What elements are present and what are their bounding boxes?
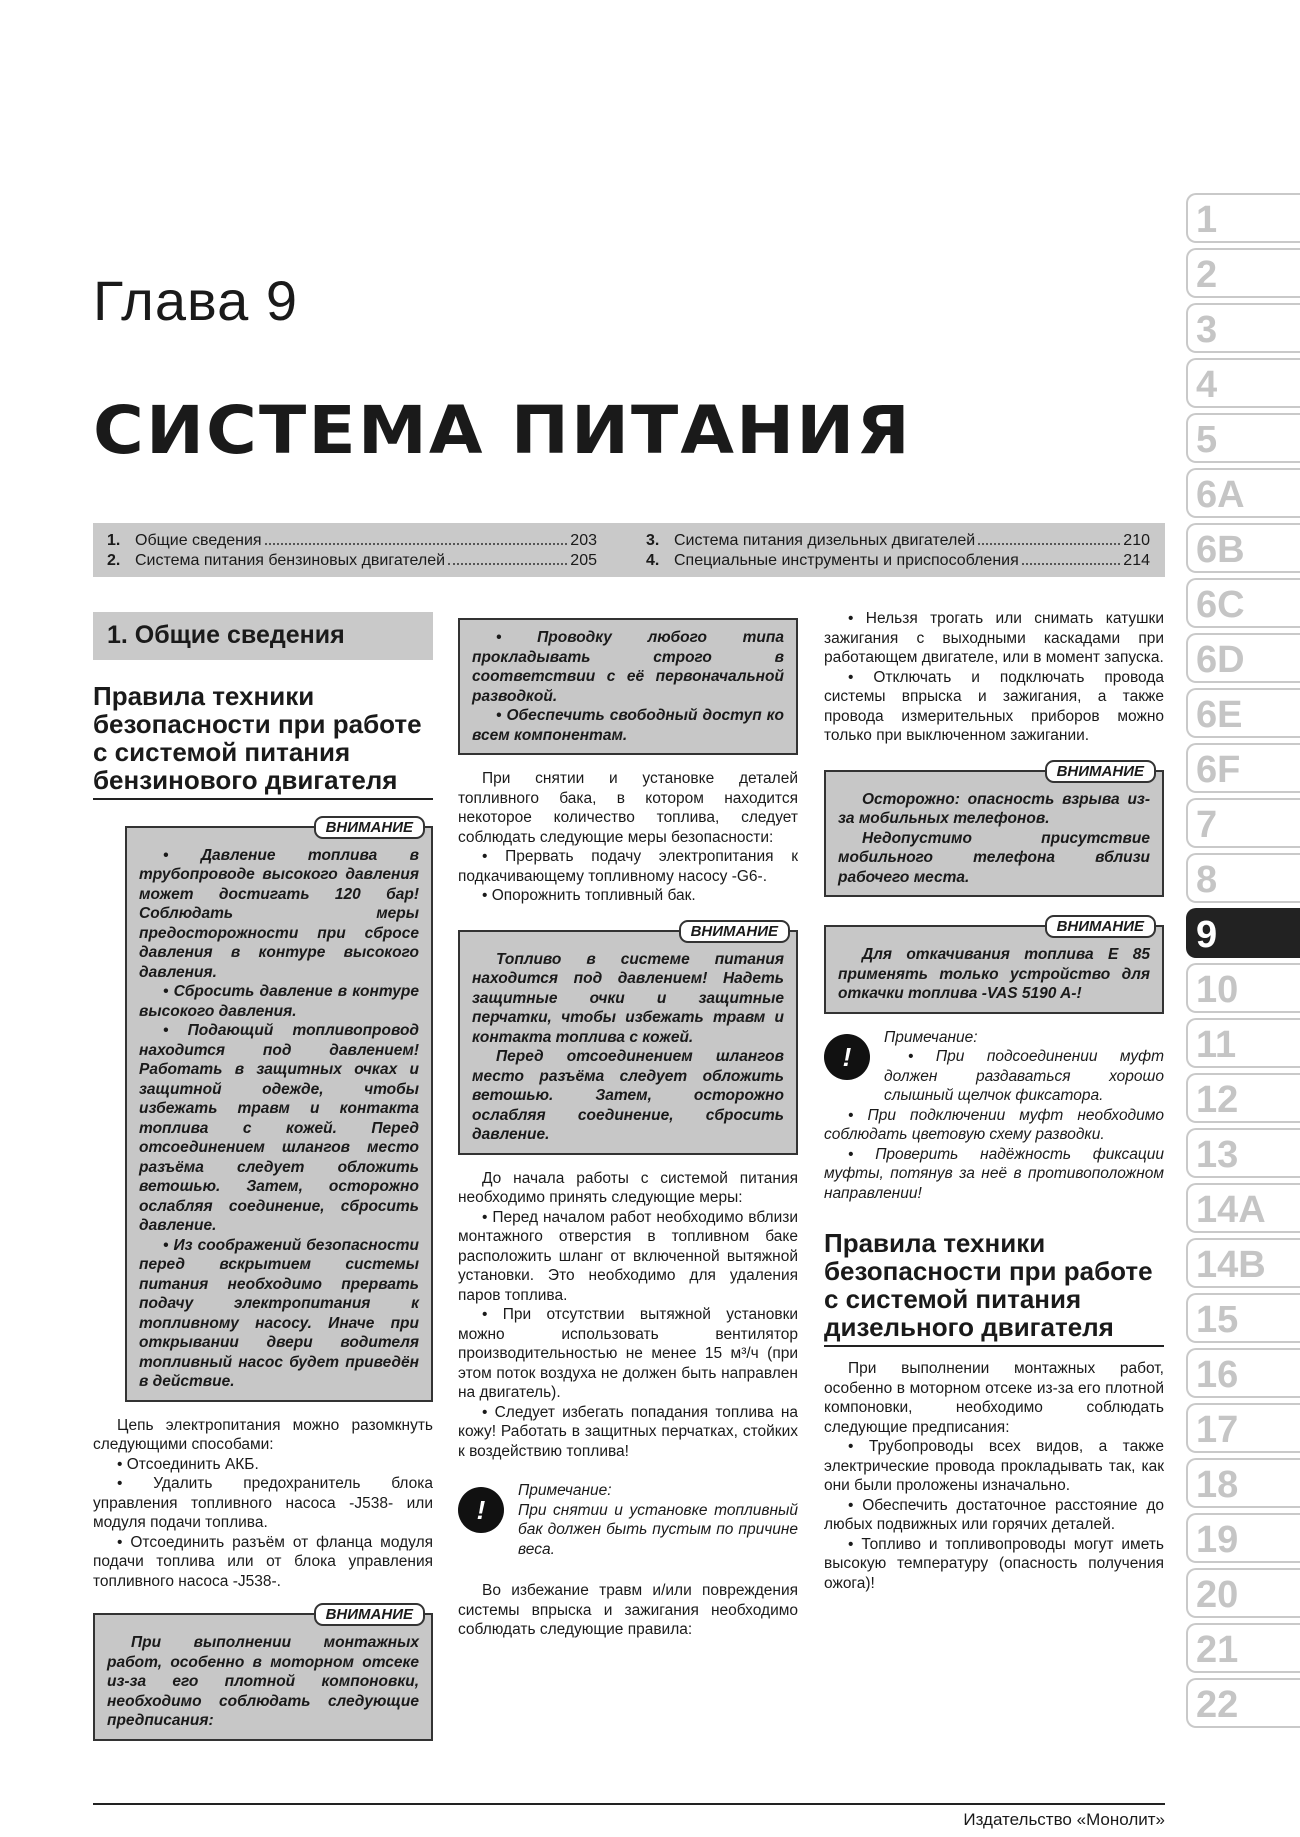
chapter-tab-13[interactable]: 13 [1186, 1128, 1300, 1178]
note-text: • При подсоединении муфт должен раздаваться хорошо слышный щелчок фиксатора. [884, 1047, 1164, 1106]
warning-text: При выполнении монтажных работ, особенно в моторном отсеке из-за его плотной компоновки, необходимо соблюдать следующие предписания: [107, 1634, 419, 1729]
chapter-tab-18[interactable]: 18 [1186, 1458, 1300, 1508]
warning-text: • Из соображений безопасности перед вскрытием системы питания необходимо прервать подачу электропитания к топливному насосу. Иначе при открывании двери водителя топливный насос будет приведён в действие. [139, 1236, 419, 1392]
toc-num: 2. [107, 552, 121, 569]
warning-text: Топливо в системе питания находится под давлением! Надеть защитные очки и защитные перчатки, чтобы избежать травм и контакта топлива с кожей. [472, 950, 784, 1046]
warning-text: • Подающий топливопровод находится под давлением! Работать в защитных очках и защитной одежде, чтобы избежать травм и контакта топлива с кожей. Перед отсоединением шлангов место разъёма следует обложить ветошью. Затем, осторожно ослабляя соединение, сбросить давление. [139, 1021, 419, 1236]
bullet-item: • Отсоединить разъём от фланца модуля подачи топлива или от блока управления топливного насоса -J538-. [93, 1533, 433, 1592]
chapter-tab-22[interactable]: 22 [1186, 1678, 1300, 1728]
paragraph: При снятии и установке деталей топливного бака, в котором находится некоторое количество топлива, следует соблюдать следующие меры безопасности: [458, 770, 798, 846]
note-text: • При подключении муфт необходимо соблюдать цветовую схему разводки. [824, 1106, 1164, 1145]
warning-text: Недопустимо присутствие мобильного телефона вблизи рабочего места. [838, 829, 1150, 886]
note-icon: ! [458, 1487, 504, 1533]
chapter-tab-14a[interactable]: 14A [1186, 1183, 1300, 1233]
toc-text: Общие сведения [135, 532, 262, 549]
chapter-tab-5[interactable]: 5 [1186, 413, 1300, 463]
chapter-tab-2[interactable]: 2 [1186, 248, 1300, 298]
warning-label: ВНИМАНИЕ [1045, 760, 1156, 783]
toc-text: Система питания бензиновых двигателей [135, 552, 446, 569]
chapter-tab-19[interactable]: 19 [1186, 1513, 1300, 1563]
paragraph: До начала работы с системой питания необходимо принять следующие меры: [458, 1169, 798, 1206]
warning-text: • Обеспечить свободный доступ ко всем компонентам. [472, 706, 784, 745]
chapter-label: Глава 9 [93, 269, 298, 332]
chapter-toc [93, 523, 1165, 577]
toc-num: 4. [646, 552, 660, 569]
warning-box [824, 918, 1164, 1014]
toc-page: 214 [1123, 552, 1150, 569]
chapter-tab-8[interactable]: 8 [1186, 853, 1300, 903]
chapter-tab-6f[interactable]: 6F [1186, 743, 1300, 793]
toc-entry[interactable] [646, 531, 1150, 551]
chapter-tab-6c[interactable]: 6C [1186, 578, 1300, 628]
bullet-item: • Нельзя трогать или снимать катушки зажигания с выходными каскадами при работающем двигателе, или в момент запуска. [824, 609, 1164, 668]
warning-box [458, 618, 798, 755]
chapter-tab-4[interactable]: 4 [1186, 358, 1300, 408]
chapter-title: СИСТЕМА ПИТАНИЯ [93, 392, 912, 469]
chapter-tab-16[interactable]: 16 [1186, 1348, 1300, 1398]
bullet-item: • Опорожнить топливный бак. [458, 886, 798, 906]
bullet-item: • Прервать подачу электропитания к подкачивающему топливному насосу -G6-. [458, 847, 798, 886]
note-block [824, 1028, 1164, 1204]
warning-box [824, 762, 1164, 898]
chapter-tab-6a[interactable]: 6A [1186, 468, 1300, 518]
toc-page: 210 [1123, 532, 1150, 549]
publisher-label: Издательство «Монолит» [963, 1810, 1165, 1829]
chapter-tab-14b[interactable]: 14B [1186, 1238, 1300, 1288]
chapter-tab-3[interactable]: 3 [1186, 303, 1300, 353]
bullet-item: • Отсоединить АКБ. [93, 1455, 433, 1475]
chapter-tab-15[interactable]: 15 [1186, 1293, 1300, 1343]
note-label: Примечание: [518, 1482, 612, 1499]
chapter-tab-12[interactable]: 12 [1186, 1073, 1300, 1123]
paragraph: Во избежание травм и/или повреждения системы впрыска и зажигания необходимо соблюдать следующие правила: [458, 1582, 798, 1638]
warning-label: ВНИМАНИЕ [314, 816, 425, 839]
paragraph: При выполнении монтажных работ, особенно в моторном отсеке из-за его плотной компоновки, необходимо соблюдать следующие предписания: [824, 1360, 1164, 1436]
bullet-item: • Отключать и подключать провода системы впрыска и зажигания, а также провода измерительных приборов можно только при выключенном зажигании. [824, 668, 1164, 746]
chapter-tab-6b[interactable]: 6B [1186, 523, 1300, 573]
warning-box [93, 1606, 433, 1741]
warning-box [458, 922, 798, 1155]
bullet-item: • Удалить предохранитель блока управления топливного насоса -J538- или модуля подачи топлива. [93, 1474, 433, 1533]
warning-text: Для откачивания топлива Е 85 применять только устройство для откачки топлива -VAS 5190 A-! [838, 946, 1150, 1002]
chapter-tab-10[interactable]: 10 [1186, 963, 1300, 1013]
bullet-item: • Перед началом работ необходимо вблизи монтажного отверстия в топливном баке расположить шланг от включенной вытяжной установки. Это необходимо для удаления паров топлива. [458, 1208, 798, 1306]
warning-text: • Давление топлива в трубопроводе высокого давления может достигать 120 бар! Соблюдать меры предосторожности при сбросе давления в контуре высокого давления. [139, 846, 419, 983]
warning-label: ВНИМАНИЕ [314, 1603, 425, 1626]
chapter-tab-1[interactable]: 1 [1186, 193, 1300, 243]
chapter-tab-17[interactable]: 17 [1186, 1403, 1300, 1453]
toc-text: Система питания дизельных двигателей [674, 532, 976, 549]
chapter-tab-11[interactable]: 11 [1186, 1018, 1300, 1068]
column-2 [458, 618, 798, 1640]
warning-text: Перед отсоединением шлангов место разъёма следует обложить ветошью. Затем, осторожно ослабляя соединение, сбросить давление. [472, 1048, 784, 1143]
chapter-tab-6d[interactable]: 6D [1186, 633, 1300, 683]
warning-text: • Проводку любого типа прокладывать строго в соответствии с её первоначальной разводкой. [472, 628, 784, 706]
bullet-item: • Следует избегать попадания топлива на кожу! Работать в защитных перчатках, стойких к воздействию топлива! [458, 1403, 798, 1462]
chapter-tab-9[interactable]: 9 [1186, 908, 1300, 958]
chapter-tab-20[interactable]: 20 [1186, 1568, 1300, 1618]
chapter-tab-6e[interactable]: 6E [1186, 688, 1300, 738]
toc-entry[interactable] [646, 551, 1150, 571]
footer-rule [93, 1803, 1165, 1805]
note-text: При снятии и установке топливный бак должен быть пустым по причине веса. [518, 1501, 798, 1558]
paragraph: Цепь электропитания можно разомкнуть следующими способами: [93, 1416, 433, 1453]
toc-num: 3. [646, 532, 660, 549]
note-text: • Проверить надёжность фиксации муфты, потянув за неё в противоположном направлении! [824, 1145, 1164, 1204]
toc-page: 205 [570, 552, 597, 569]
bullet-item: • Обеспечить достаточное расстояние до любых подвижных или горячих деталей. [824, 1496, 1164, 1535]
chapter-tab-21[interactable]: 21 [1186, 1623, 1300, 1673]
column-3 [824, 609, 1164, 1593]
column-1 [93, 612, 433, 1741]
toc-entry[interactable] [107, 531, 597, 551]
note-block [458, 1481, 798, 1559]
warning-text: Осторожно: опасность взрыва из-за мобильных телефонов. [838, 790, 1150, 827]
section-title: 1. Общие сведения [93, 612, 433, 660]
toc-num: 1. [107, 532, 121, 549]
toc-text: Специальные инструменты и приспособления [674, 552, 1019, 569]
note-icon: ! [824, 1034, 870, 1080]
warning-text: • Сбросить давление в контуре высокого давления. [139, 982, 419, 1021]
bullet-item: • Топливо и топливопроводы могут иметь высокую температуру (опасность получения ожога)! [824, 1535, 1164, 1594]
section-heading: Правила техники безопасности при работе с системой питания бензинового двигателя [93, 682, 433, 800]
toc-entry[interactable] [107, 551, 597, 571]
warning-label: ВНИМАНИЕ [679, 920, 790, 943]
note-label: Примечание: [884, 1028, 978, 1046]
bullet-item: • Трубопроводы всех видов, а также электрические провода прокладывать так, как они были проложены изначально. [824, 1437, 1164, 1496]
toc-page: 203 [570, 532, 597, 549]
section-heading: Правила техники безопасности при работе с системой питания дизельного двигателя [824, 1229, 1164, 1347]
warning-box [125, 818, 433, 1402]
warning-label: ВНИМАНИЕ [1045, 915, 1156, 938]
chapter-tab-7[interactable]: 7 [1186, 798, 1300, 848]
bullet-item: • При отсутствии вытяжной установки можно использовать вентилятор производительностью не менее 15 м³/ч (при этом поток воздуха не должен быть направлен на двигатель). [458, 1305, 798, 1403]
